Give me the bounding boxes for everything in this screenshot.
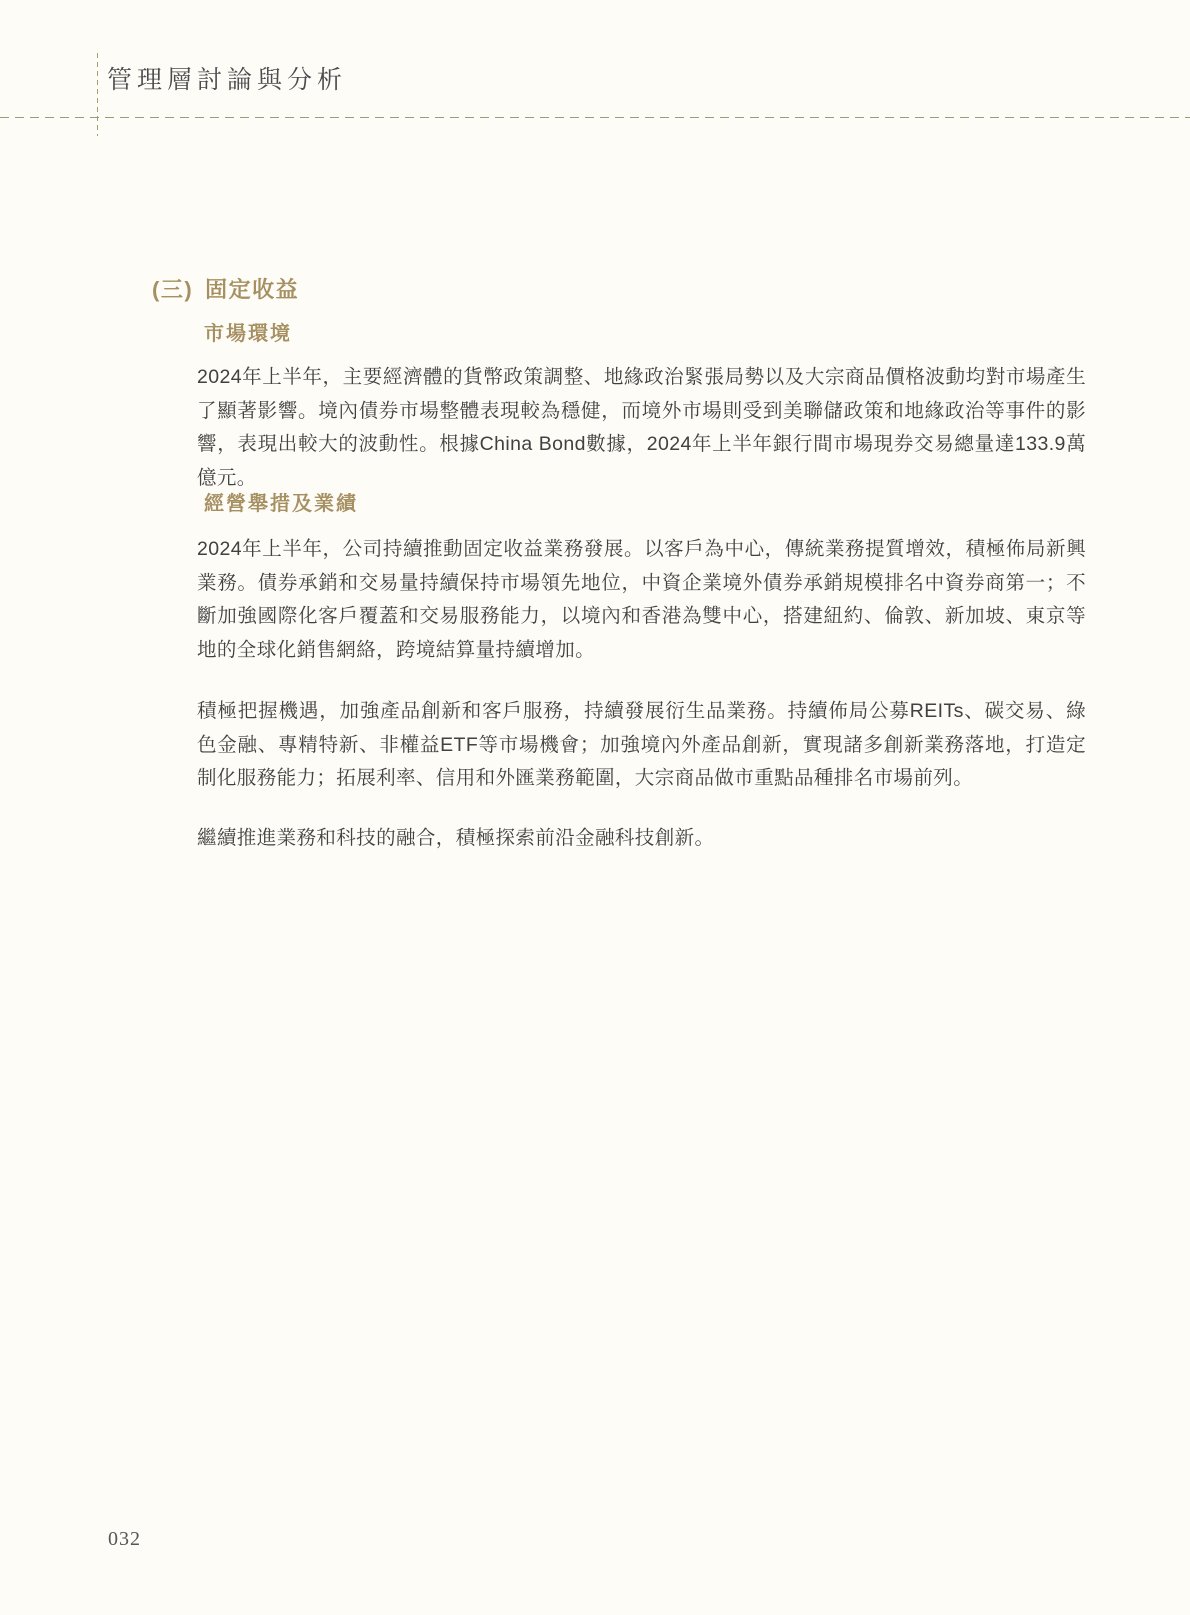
vertical-dashed-line bbox=[97, 53, 98, 136]
section-title: 固定收益 bbox=[205, 277, 300, 302]
subsection-heading-operations-performance: 經營舉措及業績 bbox=[204, 493, 358, 515]
section-heading bbox=[152, 277, 299, 302]
paragraph-operations-3: 繼續推進業務和科技的融合，積極探索前沿金融科技創新。 bbox=[197, 827, 715, 849]
horizontal-dashed-rule bbox=[0, 117, 1190, 118]
page-title: 管理層討論與分析 bbox=[107, 67, 348, 94]
paragraph-operations-2: 積極把握機遇，加強產品創新和客戶服務，持續發展衍生品業務。持續佈局公募REITs、碳交易、綠色金融、專精特新、非權益ETF等市場機會；加強境內外產品創新，實現諸多創新業務落地，打造定制化服務能力；拓展利率、信用和外匯業務範圍，大宗商品做市重點品種排名市場前列。 bbox=[197, 700, 1086, 789]
section-number-label: (三) bbox=[152, 277, 194, 302]
paragraph-market-environment: 2024年上半年，主要經濟體的貨幣政策調整、地緣政治緊張局勢以及大宗商品價格波動均對市場產生了顯著影響。境內債券市場整體表現較為穩健，而境外市場則受到美聯儲政策和地緣政治等事件的影響，表現出較大的波動性。根據China Bond數據，2024年上半年銀行間市場現券交易總量達133.9萬億元。 bbox=[197, 366, 1086, 489]
paragraph-operations-1: 2024年上半年，公司持續推動固定收益業務發展。以客戶為中心，傳統業務提質增效，積極佈局新興業務。債券承銷和交易量持續保持市場領先地位，中資企業境外債券承銷規模排名中資券商第一；不斷加強國際化客戶覆蓋和交易服務能力，以境內和香港為雙中心，搭建紐約、倫敦、新加坡、東京等地的全球化銷售網絡，跨境結算量持續增加。 bbox=[197, 538, 1086, 661]
subsection-heading-market-environment: 市場環境 bbox=[204, 323, 292, 345]
page-number: 032 bbox=[108, 1528, 141, 1550]
